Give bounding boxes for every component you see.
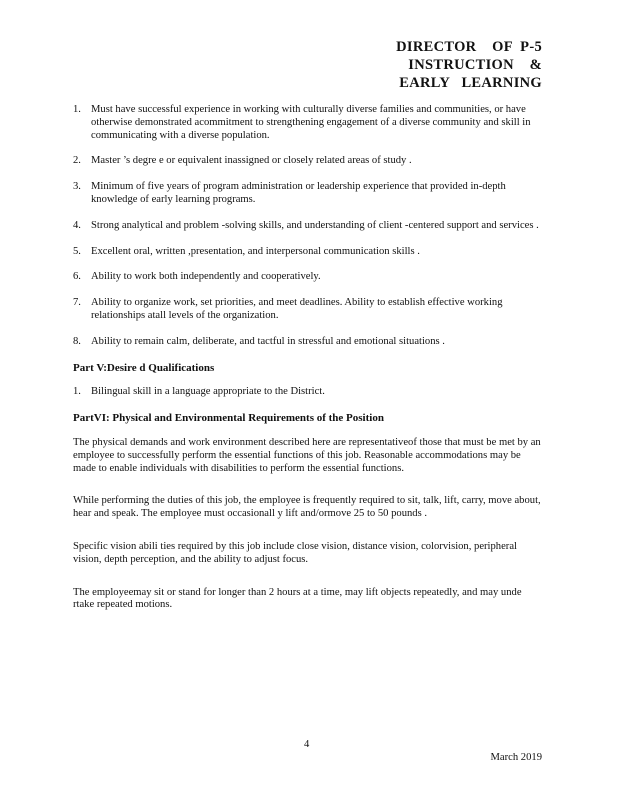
item-number: 8.: [73, 335, 81, 347]
item-text: Must have successful experience in working with culturally diverse families and communities, or have otherwise demonstrated acommitment to strengthening engagement of a diverse community and skill in communicating with a diverse population.: [91, 104, 531, 141]
item-number: 4.: [73, 219, 81, 231]
desired-qualifications-list: [73, 386, 543, 399]
item-number: 2.: [73, 155, 81, 167]
item-number: 5.: [73, 245, 81, 257]
paragraph-lifting: While performing the duties of this job, the employee is frequently required to sit, talk, lift, carry, move about, hear and speak. The employee must occasionall y lift and/ormove 25 to 50 pounds .: [73, 495, 541, 520]
item-number: 1.: [73, 386, 81, 398]
title-line-3: EARLY LEARNING: [399, 75, 542, 91]
paragraph-motions: The employeemay sit or stand for longer than 2 hours at a time, may lift objects repeatedly, and may unde rtake repeated motions.: [73, 586, 522, 611]
item-text: Minimum of five years of program administration or leadership experience that provided in-depth knowledge of early learning programs.: [91, 181, 506, 205]
title-line-1: DIRECTOR OF P-5: [396, 39, 542, 55]
item-text: Excellent oral, written ,presentation, and interpersonal communication skills .: [91, 245, 420, 257]
list-item: [73, 246, 543, 259]
list-item: [73, 155, 543, 168]
item-number: 1.: [73, 104, 81, 115]
list-item: [73, 386, 543, 399]
item-text: Bilingual skill in a language appropriate to the District.: [91, 386, 325, 398]
list-item: [73, 220, 543, 233]
item-text: Master ’s degre e or equivalent inassigned or closely related areas of study .: [91, 155, 412, 167]
item-number: 3.: [73, 181, 81, 193]
item-text: Ability to organize work, set priorities, and meet deadlines. Ability to establish effective working relationships atall levels of the organization.: [91, 297, 503, 321]
page-number: 4: [304, 739, 310, 750]
list-item: [73, 104, 543, 142]
document-body: [73, 104, 543, 625]
list-item: [73, 181, 543, 207]
part-vi-heading: PartVI: Physical and Environmental Requirements of the Position: [73, 412, 384, 425]
paragraph-physical-demands: The physical demands and work environment described here are representativeof those that must be met by an employee to successfully perform the essential functions of this job. Reasonable accommodations may be made to enable individuals with disabilities to perform the essential functions.: [73, 436, 541, 474]
title-line-2: INSTRUCTION &: [408, 57, 542, 73]
item-text: Strong analytical and problem -solving skills, and understanding of client -centered support and services .: [91, 219, 539, 231]
item-number: 7.: [73, 297, 81, 309]
paragraph-vision: Specific vision abili ties required by this job include close vision, distance vision, colorvision, peripheral vision, depth perception, and the ability to adjust focus.: [73, 540, 517, 565]
list-item: [73, 271, 543, 284]
part-v-heading: Part V:Desire d Qualifications: [73, 361, 215, 374]
item-text: Ability to remain calm, deliberate, and tactful in stressful and emotional situations .: [91, 335, 445, 347]
list-item: [73, 336, 543, 349]
item-text: Ability to work both independently and cooperatively.: [91, 271, 321, 283]
qualifications-list: [73, 104, 543, 349]
list-item: [73, 297, 543, 323]
document-title: [396, 38, 542, 92]
item-number: 6.: [73, 271, 81, 283]
footer-date: March 2019: [490, 752, 542, 763]
